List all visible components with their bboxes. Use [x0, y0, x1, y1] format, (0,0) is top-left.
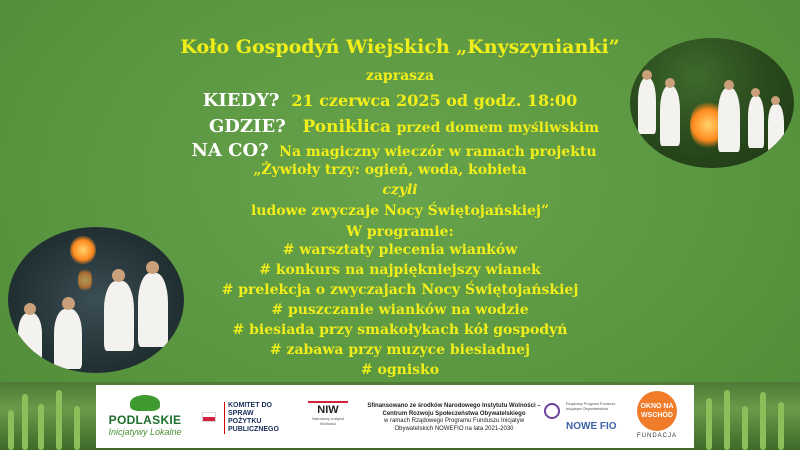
okno-name: OKNO NA WSCHÓD	[637, 391, 677, 431]
fern-leaf	[706, 398, 712, 450]
niw-subtitle: Narodowy Instytut Wolności	[311, 416, 344, 426]
when-line	[0, 90, 790, 111]
nowefio-subtitle: Rządowy Program Fundusz Inicjatyw Obywatelskich	[566, 401, 616, 411]
program-item: # warsztaty plecenia wianków	[282, 242, 518, 258]
funding-note-bold: Sfinansowano ze środków Narodowego Instytutu Wolności – Centrum Rozwoju Społeczeństwa Obywatelskiego	[367, 403, 541, 417]
komitet-text: KOMITET DO SPRAW POŻYTKU PUBLICZNEGO	[224, 402, 284, 434]
program-item: # biesiada przy smakołykach kół gospodyń	[232, 322, 568, 338]
where-label: GDZIE?	[208, 116, 286, 137]
fern-leaf	[38, 404, 44, 450]
nowefio-name: NOWE FIO	[566, 421, 617, 432]
funding-note-rest: w ramach Rządowego Programu Funduszu Inicjatyw Obywatelskich NOWEFIO na lata 2021-2030	[383, 418, 525, 432]
where-place: Poniklica	[302, 117, 392, 137]
program-item: # prelekcja o zwyczajach Nocy Świętojańskiej	[221, 282, 579, 298]
polish-flag-icon	[202, 412, 216, 422]
okno-na-wschod-logo	[632, 391, 682, 445]
program-item: # konkurs na najpiękniejszy wianek	[259, 262, 541, 278]
fern-leaf	[742, 406, 748, 450]
project-title-line1: „Żywioły trzy: ogień, woda, kobieta	[253, 162, 527, 178]
what-value: Na magiczny wieczór w ramach projektu	[279, 144, 597, 160]
sponsor-logos-bar	[96, 385, 694, 448]
niw-mark: NIW	[308, 401, 348, 416]
fern-leaf	[760, 392, 766, 450]
when-label: KIEDY?	[202, 90, 280, 111]
invite-text: zaprasza	[365, 68, 435, 84]
podlaskie-name: PODLASKIE	[108, 413, 182, 427]
funding-note	[364, 403, 544, 439]
fern-leaf	[56, 390, 62, 450]
nowefio-icon	[544, 403, 560, 419]
niw-logo	[308, 401, 348, 431]
fern-leaf	[778, 402, 784, 450]
program-item: # puszczanie wianków na wodzie	[271, 302, 529, 318]
fern-leaf	[74, 406, 80, 450]
program-item: # ognisko	[360, 362, 440, 378]
podlaskie-subtitle: Inicjatywy Lokalne	[108, 427, 182, 437]
when-value: 21 czerwca 2025 od godz. 18:00	[291, 91, 578, 110]
fern-leaf	[724, 390, 730, 450]
where-line	[4, 116, 800, 137]
project-czyli: czyli	[382, 182, 418, 198]
fern-leaf	[22, 394, 28, 450]
komitet-logo	[202, 402, 282, 434]
project-title-line2: ludowe zwyczaje Nocy Świętojańskiej”	[250, 203, 550, 219]
what-label: NA CO?	[191, 140, 269, 161]
poster-title: Koło Gospodyń Wiejskich „Knyszynianki”	[180, 36, 620, 58]
what-line	[0, 140, 794, 161]
nowefio-logo	[544, 401, 622, 437]
okno-subtitle: FUNDACJA	[636, 433, 677, 439]
podlaskie-logo	[106, 395, 184, 441]
program-item: # zabawa przy muzyce biesiadnej	[269, 342, 531, 358]
woman-figure	[54, 309, 82, 369]
program-heading: W programie:	[346, 224, 454, 240]
fern-leaf	[8, 410, 14, 450]
where-detail: przed domem myśliwskim	[396, 120, 600, 136]
bison-icon	[130, 395, 160, 411]
